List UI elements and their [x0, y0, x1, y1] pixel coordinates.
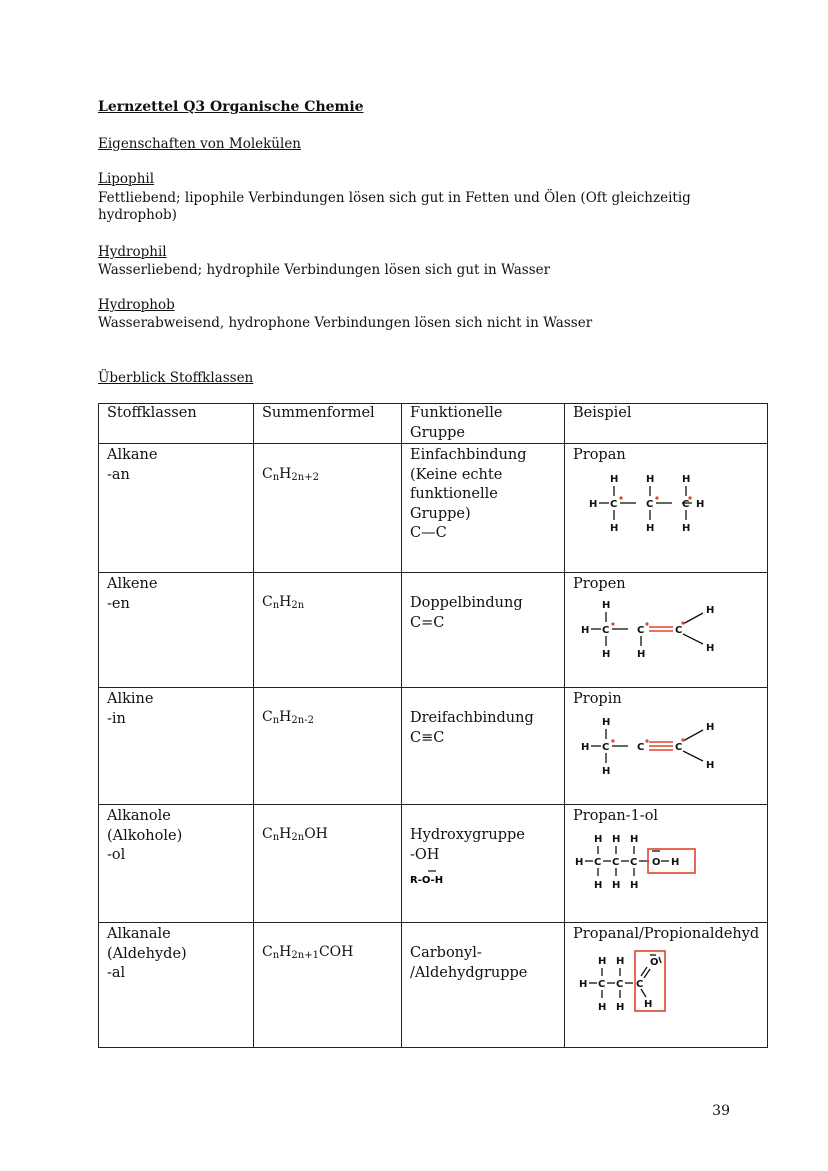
term-hydrophob: Hydrophob: [98, 297, 175, 313]
propanol-structure: [573, 831, 723, 897]
svg-text:H: H: [671, 856, 680, 868]
svg-text:H: H: [616, 1001, 625, 1013]
class-suffix: -ol: [107, 847, 126, 863]
svg-text:C: C: [637, 624, 645, 636]
svg-text:H: H: [589, 498, 598, 510]
class-cell: [99, 688, 254, 805]
class-name: Alkanale: [107, 926, 171, 942]
sum-formula: $C_nH_{2n-2}$: [262, 709, 314, 726]
fg-line: (Keine echte: [410, 466, 503, 483]
svg-text:H: H: [598, 1001, 607, 1013]
class-suffix: -an: [107, 466, 130, 483]
functional-group-cell: [402, 444, 565, 573]
table-row: [99, 923, 768, 1048]
table-row: [99, 444, 768, 573]
svg-text:C: C: [630, 856, 638, 868]
svg-text:H: H: [630, 879, 639, 891]
functional-group-cell: [402, 805, 565, 923]
svg-text:C: C: [610, 498, 618, 510]
svg-text:H: H: [594, 879, 603, 891]
propane-structure: [573, 470, 723, 540]
svg-text:C: C: [594, 856, 602, 868]
sum-formula: $C_nH_{2n}$: [262, 594, 305, 611]
svg-text:H: H: [602, 599, 611, 611]
svg-text:H: H: [610, 473, 619, 485]
header-cell: Summenformel: [254, 404, 402, 444]
svg-text:H: H: [630, 833, 639, 845]
class-name: Alkanole: [107, 808, 171, 824]
svg-text:H: H: [598, 955, 607, 967]
svg-text:O: O: [650, 956, 659, 968]
svg-text:H: H: [682, 522, 691, 534]
propanal-structure: [573, 949, 723, 1021]
svg-text:H: H: [706, 721, 715, 733]
svg-text:C: C: [602, 624, 610, 636]
example-name: Propan-1-ol: [573, 808, 659, 824]
class-suffix: -in: [107, 710, 126, 727]
fg-line: funktionelle: [410, 486, 498, 502]
substance-class-table: [98, 403, 768, 1048]
term-hydrophil: Hydrophil: [98, 244, 167, 260]
table-row: [99, 573, 768, 688]
svg-text:H: H: [706, 642, 715, 654]
svg-text:H: H: [602, 648, 611, 660]
term-hydrophob-desc: Wasserabweisend, hydrophone Verbindungen lösen sich nicht in Wasser: [98, 315, 593, 331]
class-cell: [99, 444, 254, 573]
sum-formula: $C_nH_{2n+2}$: [262, 466, 319, 483]
fg-line: C≡C: [410, 729, 445, 746]
example-name: Propen: [573, 576, 626, 592]
svg-text:C: C: [637, 741, 645, 753]
svg-text:H: H: [594, 833, 603, 845]
page-title: Lernzettel Q3 Organische Chemie: [98, 99, 364, 115]
class-cell: [99, 923, 254, 1048]
r-o-h-sketch: [410, 868, 490, 890]
functional-group-cell: [402, 688, 565, 805]
class-cell: [99, 805, 254, 923]
svg-text:R-O-H: R-O-H: [410, 875, 444, 886]
formula-cell: [254, 923, 402, 1048]
class-alt-name: (Aldehyde): [107, 945, 187, 962]
svg-text:C: C: [612, 856, 620, 868]
term-lipophil-desc: Fettliebend; lipophile Verbindungen lösen sich gut in Fetten und Ölen (Oft gleichzeitig hydrophob): [98, 190, 691, 223]
functional-group-cell: [402, 923, 565, 1048]
svg-text:C: C: [598, 978, 606, 990]
fg-line: Dreifachbindung: [410, 710, 534, 726]
fg-line: C—C: [410, 525, 447, 541]
fg-line: Carbonyl-: [410, 945, 482, 961]
svg-text:H: H: [682, 473, 691, 485]
header-cell: Funktionelle Gruppe: [402, 404, 565, 444]
class-suffix: -al: [107, 965, 126, 981]
class-name: Alkane: [107, 447, 158, 463]
propyne-structure: [573, 714, 733, 782]
table-header-row: [99, 404, 768, 444]
svg-text:H: H: [612, 833, 621, 845]
formula-cell: [254, 573, 402, 688]
header-cell: Beispiel: [565, 404, 768, 444]
section-heading-properties: Eigenschaften von Molekülen: [98, 136, 302, 152]
svg-text:H: H: [706, 759, 715, 771]
table-row: [99, 688, 768, 805]
fg-line: Hydroxygruppe: [410, 827, 525, 843]
svg-text:C: C: [616, 978, 624, 990]
class-cell: [99, 573, 254, 688]
class-name: Alkene: [107, 576, 158, 592]
table-row: [99, 805, 768, 923]
svg-text:C: C: [675, 741, 683, 753]
formula-cell: [254, 444, 402, 573]
svg-text:H: H: [602, 716, 611, 728]
svg-text:H: H: [616, 955, 625, 967]
svg-text:H: H: [637, 648, 646, 660]
fg-line: /Aldehydgruppe: [410, 964, 528, 981]
svg-text:H: H: [581, 624, 590, 636]
example-cell: [565, 444, 768, 573]
svg-text:H: H: [581, 741, 590, 753]
svg-text:H: H: [646, 522, 655, 534]
svg-text:H: H: [612, 879, 621, 891]
sum-formula: $C_nH_{2n}OH$: [262, 826, 328, 843]
example-cell: [565, 805, 768, 923]
svg-text:C: C: [682, 498, 690, 510]
example-name: Propin: [573, 691, 622, 707]
svg-text:H: H: [644, 998, 653, 1010]
example-cell: [565, 688, 768, 805]
example-name: Propan: [573, 447, 626, 463]
header-cell: Stoffklassen: [99, 404, 254, 444]
example-name: Propanal/Propionaldehyd: [573, 926, 760, 942]
svg-text:H: H: [602, 765, 611, 777]
svg-text:O: O: [652, 856, 661, 868]
term-hydrophil-desc: Wasserliebend; hydrophile Verbindungen lösen sich gut in Wasser: [98, 262, 551, 278]
page-number: 39: [712, 1103, 730, 1119]
fg-line: C=C: [410, 614, 445, 631]
svg-text:C: C: [602, 741, 610, 753]
functional-group-cell: [402, 573, 565, 688]
class-alt-name: (Alkohole): [107, 827, 183, 844]
sum-formula: $C_nH_{2n+1}COH$: [262, 944, 354, 961]
svg-text:H: H: [646, 473, 655, 485]
section-heading-overview: Überblick Stoffklassen: [98, 370, 254, 386]
fg-line: Gruppe): [410, 505, 471, 522]
class-suffix: -en: [107, 595, 130, 612]
example-cell: [565, 923, 768, 1048]
fg-line: Doppelbindung: [410, 595, 523, 611]
svg-text:H: H: [696, 498, 705, 510]
fg-line: -OH: [410, 846, 440, 863]
term-lipophil: Lipophil: [98, 171, 155, 187]
class-name: Alkine: [107, 691, 154, 707]
formula-cell: [254, 805, 402, 923]
svg-text:C: C: [636, 978, 644, 990]
svg-text:H: H: [610, 522, 619, 534]
svg-text:C: C: [646, 498, 654, 510]
svg-text:C: C: [675, 624, 683, 636]
svg-text:H: H: [575, 856, 584, 868]
svg-text:H: H: [579, 978, 588, 990]
svg-text:H: H: [706, 604, 715, 616]
propene-structure: [573, 599, 733, 663]
fg-line: Einfachbindung: [410, 447, 527, 463]
example-cell: [565, 573, 768, 688]
formula-cell: [254, 688, 402, 805]
